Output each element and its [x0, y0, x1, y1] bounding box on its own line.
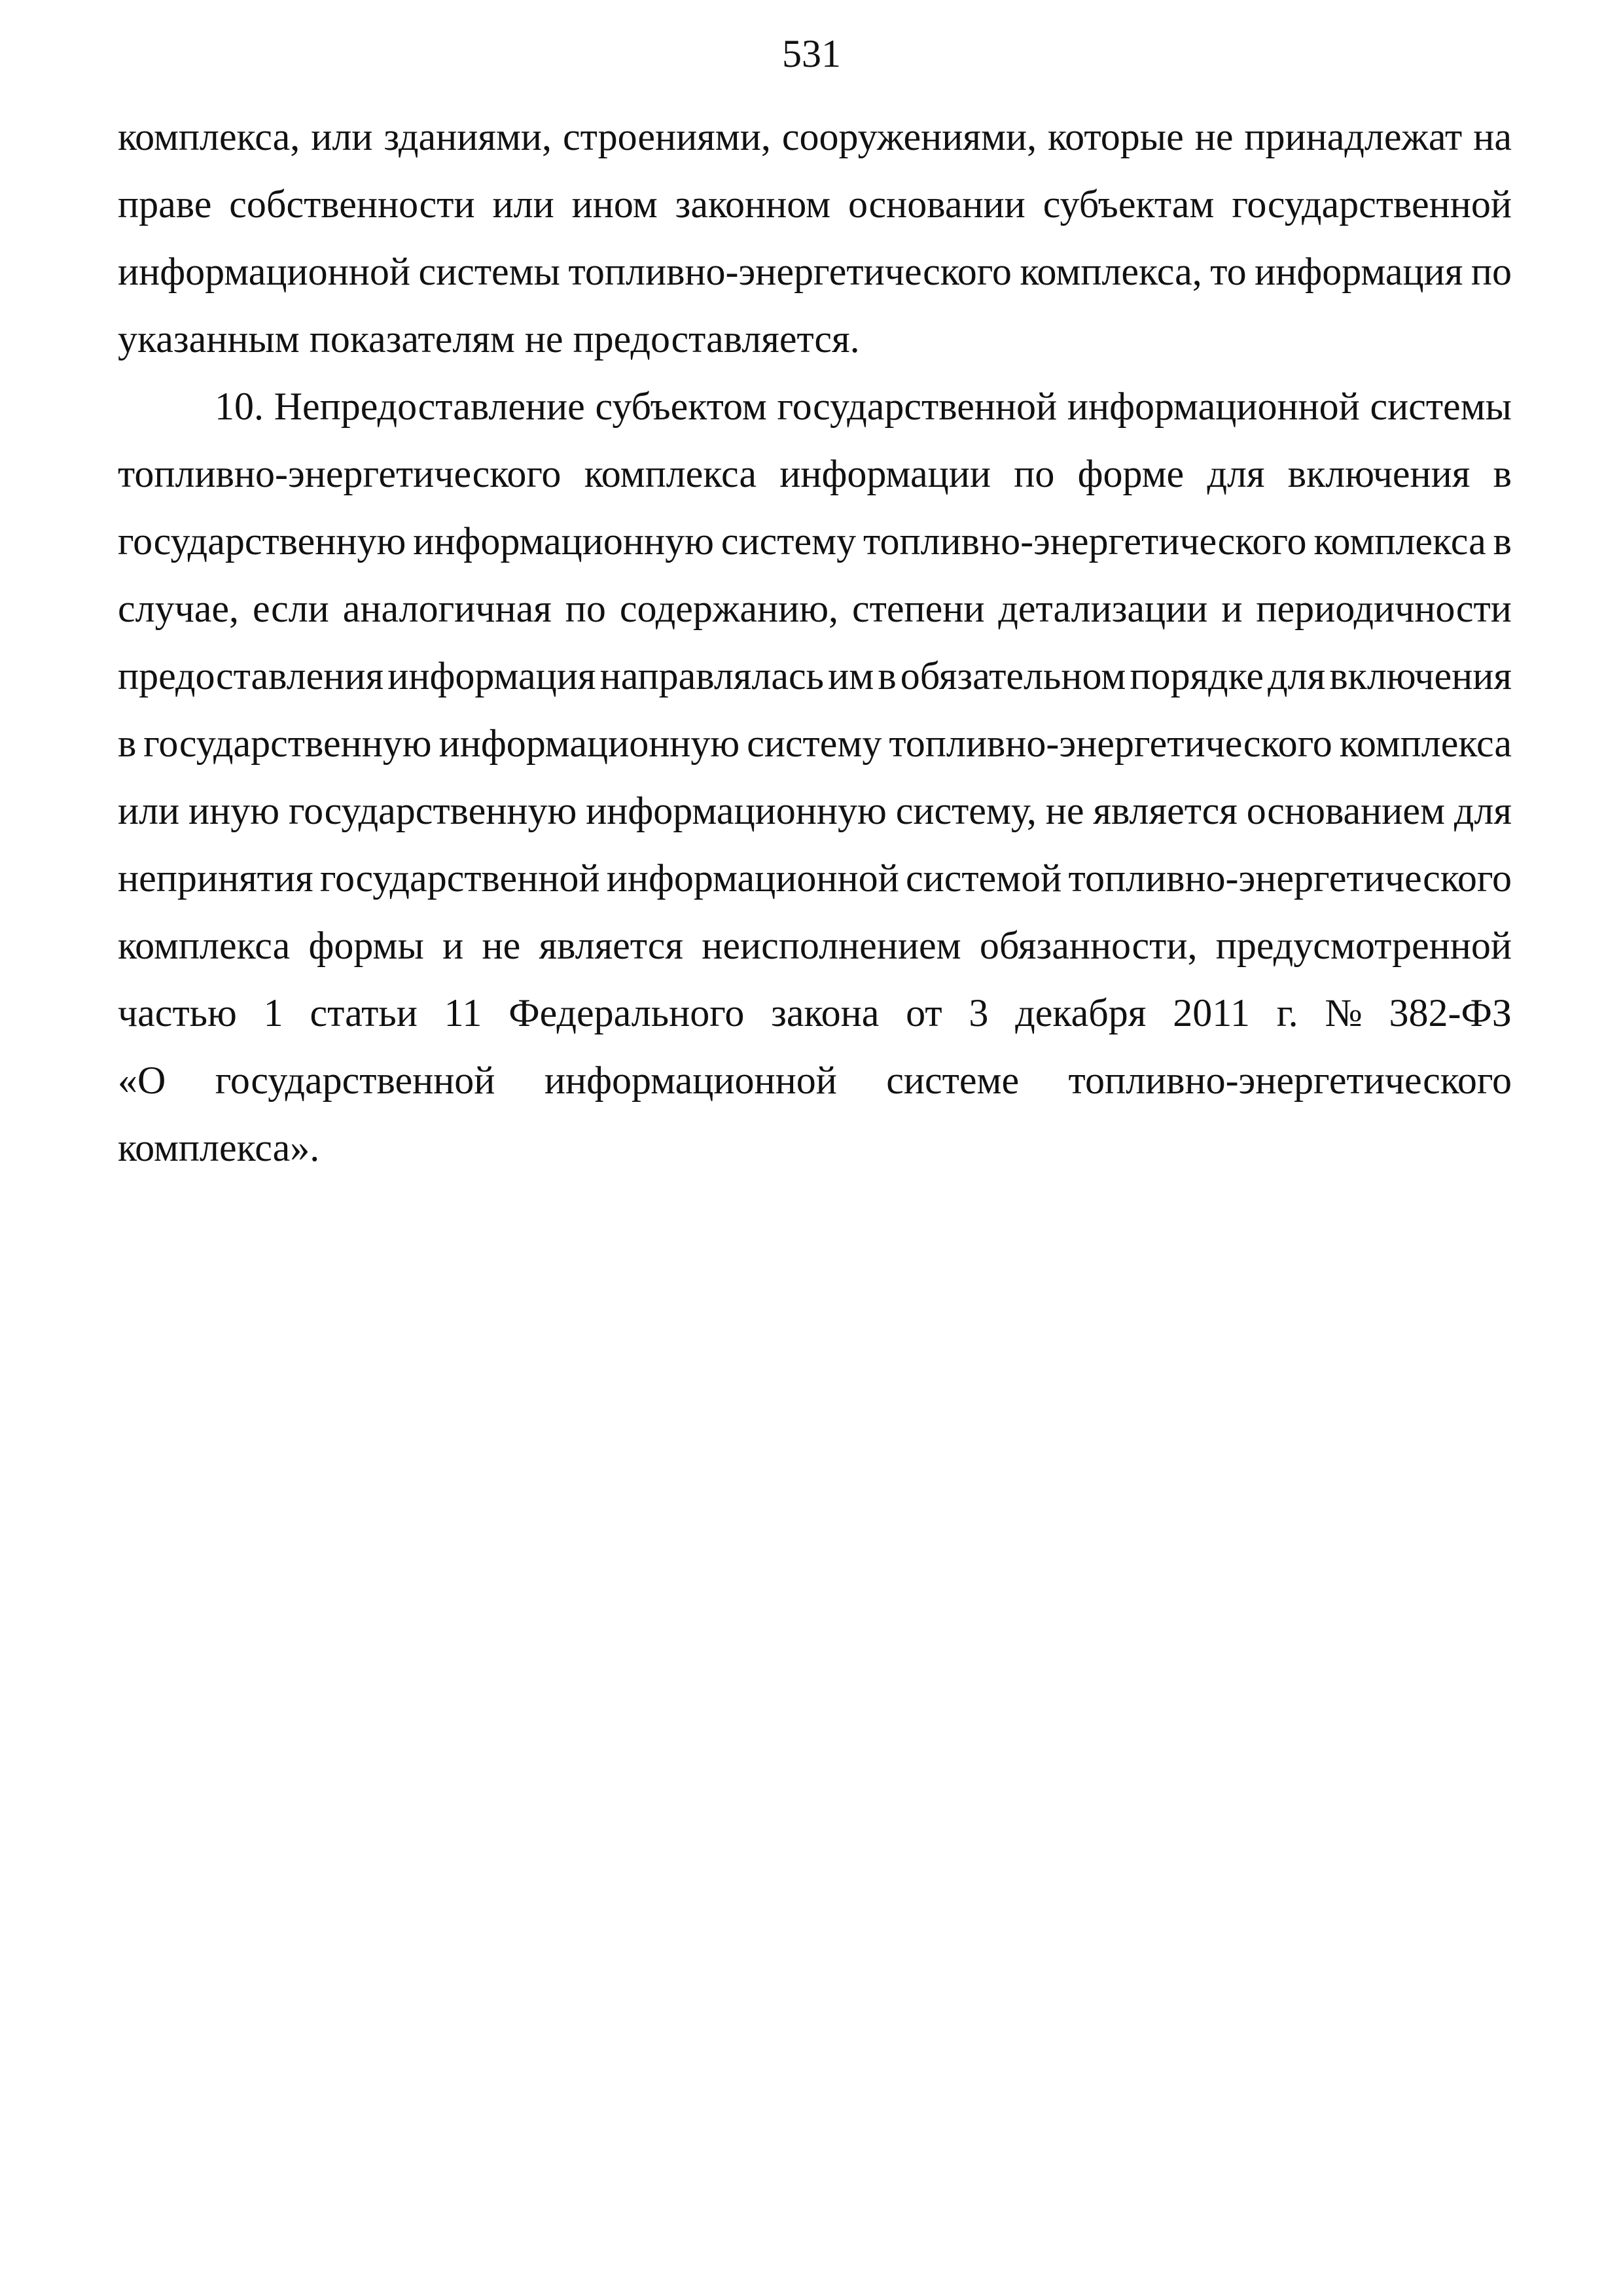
word: топливно-энергетического	[1068, 1059, 1512, 1102]
paragraph-last-line: комплекса».	[118, 1126, 320, 1169]
word: является	[1093, 789, 1238, 832]
word: комплекса	[1339, 722, 1512, 765]
word: государственную	[118, 520, 406, 563]
word: по	[1014, 452, 1055, 495]
word: аналогичная	[342, 587, 552, 630]
word: системе	[886, 1059, 1020, 1102]
word: комплекса,	[1020, 250, 1202, 293]
text-line	[118, 980, 1512, 1047]
word: топливно-энергетического	[889, 722, 1332, 765]
word: для	[1207, 452, 1265, 495]
word: информация	[1255, 250, 1463, 293]
word: информационную	[586, 789, 887, 832]
word: топливно-энергетического	[118, 452, 562, 495]
word: непринятия	[118, 857, 313, 900]
word: 3	[969, 991, 989, 1034]
word: строениями,	[563, 115, 771, 158]
word: топливно-энергетического	[1068, 857, 1512, 900]
word: информация	[387, 654, 596, 698]
word: для	[1454, 789, 1512, 832]
word: «О	[118, 1059, 166, 1102]
word: не	[482, 924, 521, 967]
paragraph-last-line: указанным показателям не предоставляется.	[118, 317, 860, 361]
word: если	[252, 587, 329, 630]
word: информационной	[544, 1059, 837, 1102]
text-line	[118, 171, 1512, 238]
word: комплекса,	[118, 115, 300, 158]
word: систему	[747, 722, 882, 765]
text-line	[118, 1047, 1512, 1114]
word: по	[1471, 250, 1512, 293]
word: 1	[263, 991, 283, 1034]
word: направлялась	[599, 654, 824, 698]
word: или	[118, 789, 180, 832]
word: декабря	[1015, 991, 1147, 1034]
word: 2011	[1173, 991, 1250, 1034]
word: частью	[118, 991, 237, 1034]
word: в	[1493, 452, 1512, 495]
word: зданиями,	[383, 115, 552, 158]
text-line	[118, 777, 1512, 845]
word: или	[492, 183, 554, 226]
word: субъектом	[595, 385, 767, 428]
word: на	[1473, 115, 1512, 158]
page-number: 531	[782, 32, 841, 75]
word: системы	[1370, 385, 1512, 428]
word: Федерального	[508, 991, 745, 1034]
word: государственной	[1232, 183, 1512, 226]
word: принадлежат	[1244, 115, 1463, 158]
word: иную	[188, 789, 280, 832]
word: обязанности,	[979, 924, 1198, 967]
word: им	[828, 654, 874, 698]
word: случае,	[118, 587, 240, 630]
word: Непредоставление	[274, 385, 585, 428]
word: периодичности	[1256, 587, 1512, 630]
word: формы	[308, 924, 424, 967]
word: №	[1325, 991, 1363, 1034]
word: в	[118, 722, 137, 765]
word: является	[539, 924, 683, 967]
word: или	[311, 115, 373, 158]
word: информационной	[1067, 385, 1360, 428]
word: от	[906, 991, 942, 1034]
word: праве	[118, 183, 212, 226]
word: ином	[571, 183, 658, 226]
text-line	[118, 440, 1512, 508]
word: 10.	[215, 385, 264, 428]
word: статьи	[310, 991, 418, 1034]
body-text	[118, 103, 1512, 1182]
word: информационной	[606, 857, 899, 900]
word: не	[1045, 789, 1084, 832]
word: обязательном	[900, 654, 1126, 698]
word: предусмотренной	[1215, 924, 1512, 967]
word: информации	[779, 452, 991, 495]
word: информационную	[438, 722, 740, 765]
word: степени	[851, 587, 985, 630]
word: топливно-энергетического	[568, 250, 1012, 293]
word: предоставления	[118, 654, 384, 698]
word: сооружениями,	[781, 115, 1037, 158]
text-line	[118, 912, 1512, 980]
word: основанием	[1246, 789, 1445, 832]
word: содержанию,	[619, 587, 839, 630]
word: системы	[418, 250, 560, 293]
word: собственности	[229, 183, 475, 226]
word: детализации	[998, 587, 1208, 630]
word: то	[1210, 250, 1247, 293]
word: г.	[1276, 991, 1298, 1034]
text-line	[118, 238, 1512, 306]
word: 382-ФЗ	[1389, 991, 1512, 1034]
word: неисполнением	[702, 924, 961, 967]
text-line	[118, 575, 1512, 643]
text-line	[118, 845, 1512, 912]
word: по	[565, 587, 606, 630]
word: государственную	[288, 789, 577, 832]
word: включения	[1287, 452, 1471, 495]
word: включения	[1329, 654, 1512, 698]
word: государственной	[777, 385, 1058, 428]
word: и	[1221, 587, 1243, 630]
word: и	[442, 924, 464, 967]
word: для	[1268, 654, 1326, 698]
word: законном	[675, 183, 831, 226]
word: систему,	[895, 789, 1037, 832]
word: основании	[848, 183, 1026, 226]
text-line	[118, 643, 1512, 710]
word: не	[1194, 115, 1234, 158]
word: государственной	[319, 857, 600, 900]
text-line	[118, 103, 1512, 171]
word: субъектам	[1043, 183, 1215, 226]
word: системой	[905, 857, 1062, 900]
paragraph-first-line	[118, 373, 1512, 440]
word: информационной	[118, 250, 410, 293]
word: порядке	[1130, 654, 1264, 698]
text-line	[118, 508, 1512, 575]
text-line	[118, 710, 1512, 777]
word: в	[878, 654, 897, 698]
word: топливно-энергетического	[863, 520, 1307, 563]
word: систему	[721, 520, 857, 563]
word: государственной	[215, 1059, 495, 1102]
word: 11	[444, 991, 482, 1034]
word: комплекса	[1313, 520, 1486, 563]
word: комплекса	[118, 924, 291, 967]
word: комплекса	[584, 452, 757, 495]
word: информационную	[413, 520, 714, 563]
word: которые	[1048, 115, 1184, 158]
word: закона	[771, 991, 880, 1034]
word: государственную	[143, 722, 432, 765]
word: в	[1493, 520, 1512, 563]
word: форме	[1077, 452, 1185, 495]
